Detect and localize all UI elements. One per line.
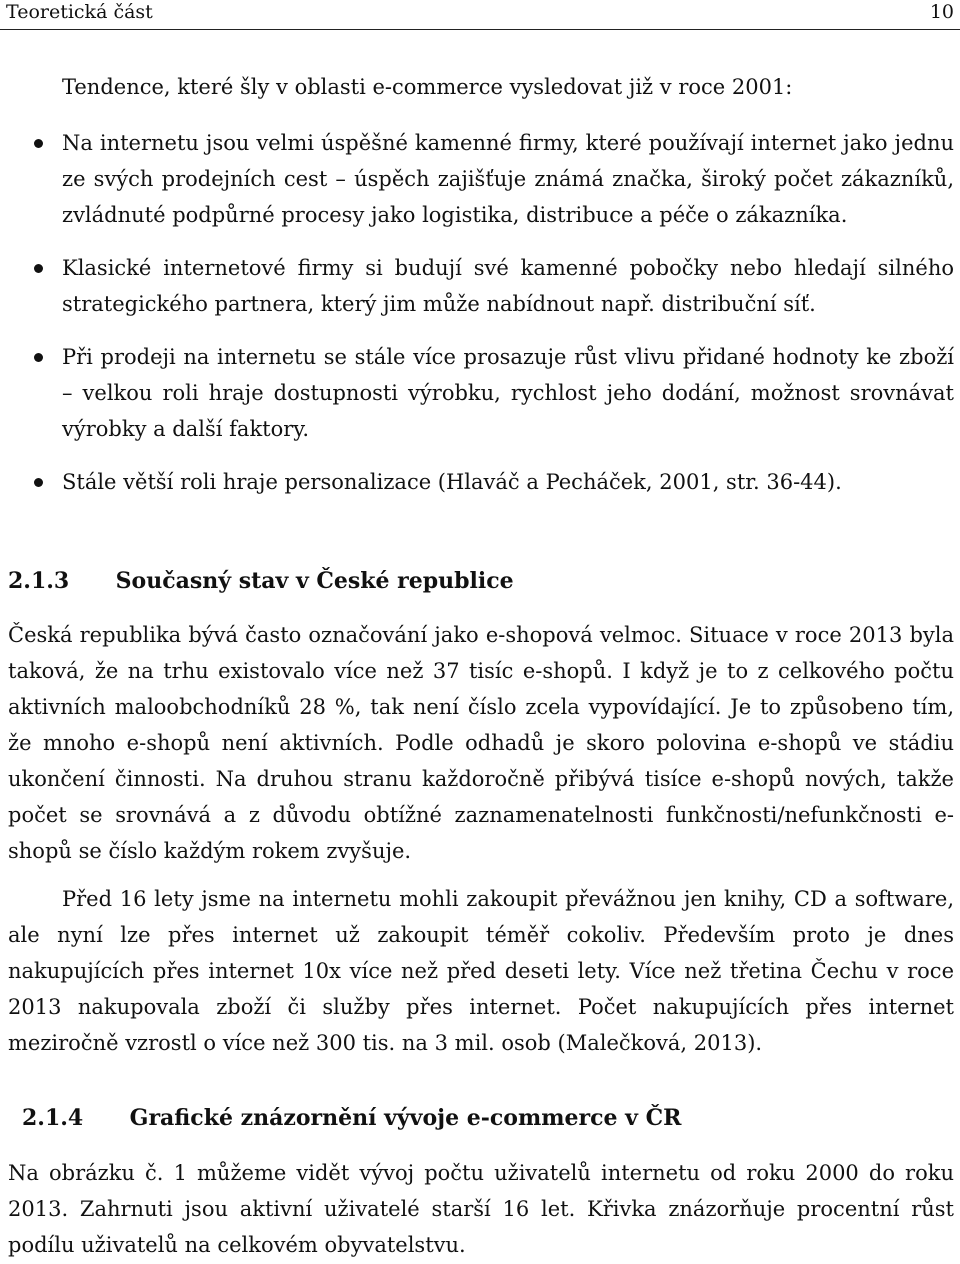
list-item	[0, 464, 954, 500]
list-item	[0, 250, 954, 322]
bullet-icon	[34, 139, 43, 148]
section-title: Současný stav v České republice	[115, 568, 514, 594]
section-number: 2.1.3	[8, 568, 70, 594]
bullet-text: Při prodeji na internetu se stále více prosazuje růst vlivu přidané hodnoty ke zboží – velkou roli hraje dostupnosti výrobku, rychlost jeho dodání, možnost srovnávat výrobky a další faktory.	[62, 345, 954, 441]
bullet-list	[0, 125, 960, 517]
list-item	[0, 125, 954, 233]
body-paragraph: Na obrázku č. 1 můžeme vidět vývoj počtu uživatelů internetu od roku 2000 do roku 2013. Zahrnuti jsou aktivní uživatelé starší 16 let. Křivka znázorňuje procentní růst podílu uživatelů na celkovém obyvatelstvu.	[8, 1161, 954, 1257]
body-paragraph: Česká republika bývá často označování jako e-shopová velmoc. Situace v roce 2013 byla taková, že na trhu existovalo více než 37 tisíc e-shopů. I když je to z celkového počtu aktivních maloobchodníků 28 %, tak není číslo zcela vypovídající. Je to způsobeno tím, že mnoho e-shopů není aktivních. Podle odhadů je skoro polovina e-shopů ve stádiu ukončení činnosti. Na druhou stranu každoročně přibývá tisíce e-shopů nových, takže počet se srovnává a z důvodu obtížné zaznamenatelnosti funkčnosti/nefunkčnosti e-shopů se číslo každým rokem zvyšuje.	[8, 623, 954, 863]
bullet-icon	[34, 478, 43, 487]
bullet-text: Klasické internetové firmy si budují své kamenné pobočky nebo hledají silného strategického partnera, který jim může nabídnout např. distribuční síť.	[62, 256, 954, 316]
section-heading-2-1-4	[22, 1103, 681, 1133]
body-paragraph: Před 16 lety jsme na internetu mohli zakoupit převážnou jen knihy, CD a software, ale nyní lze přes internet už zakoupit téměř cokoliv. Především proto je dnes nakupujících přes internet 10x více než před deseti lety. Více než třetina Čechu v roce 2013 nakupovala zboží či služby přes internet. Počet nakupujících přes internet meziročně vzrostl o více než 300 tis. na 3 mil. osob (Malečková, 2013).	[8, 887, 954, 1055]
bullet-icon	[34, 353, 43, 362]
running-section-title: Teoretická část	[6, 1, 153, 23]
intro-paragraph: Tendence, které šly v oblasti e-commerce vysledovat již v roce 2001:	[62, 75, 793, 99]
section-heading-2-1-3	[8, 566, 514, 596]
bullet-text: Na internetu jsou velmi úspěšné kamenné firmy, které používají internet jako jednu ze svých prodejních cest – úspěch zajišťuje známá značka, široký počet zákazníků, zvládnuté podpůrné procesy jako logistika, distribuce a péče o zákazníka.	[62, 131, 954, 227]
page-number: 10	[929, 1, 954, 23]
header-divider	[0, 29, 960, 30]
section-number: 2.1.4	[22, 1105, 84, 1131]
bullet-icon	[34, 264, 43, 273]
list-item	[0, 339, 954, 447]
bullet-text: Stále větší roli hraje personalizace (Hlaváč a Pecháček, 2001, str. 36-44).	[62, 470, 842, 494]
section-title: Grafické znázornění vývoje e-commerce v ČR	[129, 1105, 682, 1131]
page-header	[0, 0, 960, 30]
